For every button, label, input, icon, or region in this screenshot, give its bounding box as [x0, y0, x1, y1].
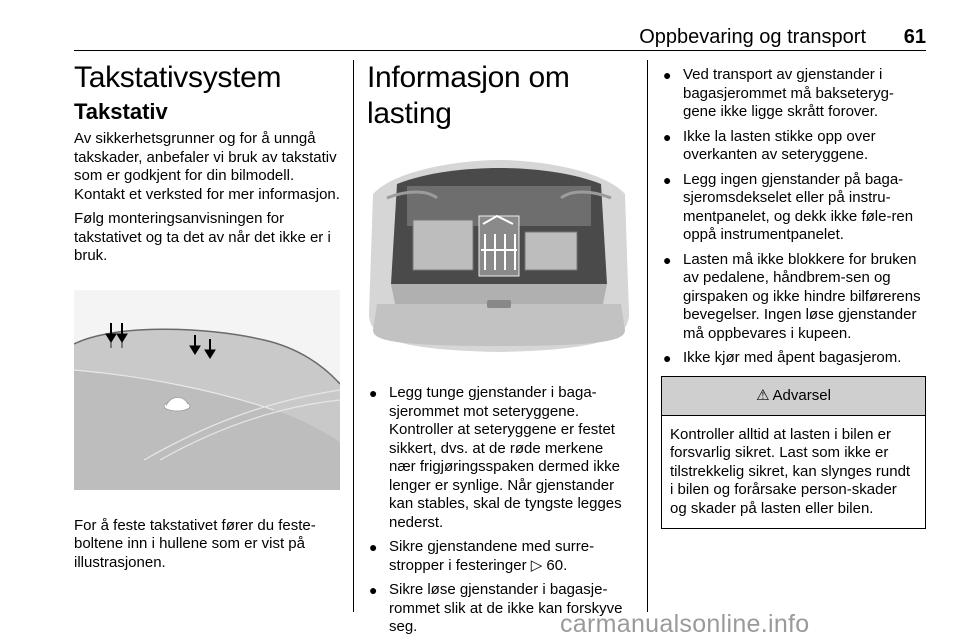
roof-illustration [74, 290, 340, 490]
subheading-roof-rack: Takstativ [74, 99, 168, 124]
bullet-icon: ● [663, 350, 672, 366]
roof-rack-mounting-drawing [74, 290, 340, 490]
watermark: carmanualsonline.info [560, 610, 810, 638]
warning-header [662, 377, 925, 416]
list-item: ● Ikke la lasten stikke opp over overkanten av seteryggene. [663, 127, 876, 163]
loading-bullets-list [367, 384, 633, 637]
header-rule [74, 50, 926, 51]
column-divider-1 [353, 60, 354, 612]
bullet-icon: ● [663, 128, 672, 145]
list-item: ● Legg tunge gjenstander i baga-sjerommet mot seteryggene. Kontroller at seteryggene er festet sikkert, dvs. at de røde merkene nær frigjøringsspaken dermed ikke lenger er synlige. Når gjenstander kan stables, skal de tyngste legges nederst. [369, 384, 622, 531]
column-divider-2 [647, 60, 648, 612]
bullet-icon: ● [369, 385, 378, 401]
page-header [74, 26, 926, 50]
section-heading-loading-info: Informasjon om lasting [367, 61, 570, 130]
warning-triangle-icon: ⚠ [756, 386, 770, 404]
section-heading-roof-rack-system: Takstativsystem [74, 61, 282, 94]
column-2 [367, 60, 633, 643]
paragraph-safety: Av sikkerhetsgrunner og for å unngå takskader, anbefaler vi bruk av takstativ som er godkjent for din bilmodell. Kontakt et verksted for mer informasjon. [74, 130, 340, 203]
list-item: ● Lasten må ikke blokkere for bruken av pedalene, håndbrem-sen og girspaken og ikke hindre bilførerens bevegelser. Ingen løse gjenstander må oppbevares i kupeen. [663, 250, 921, 342]
trunk-illustration [367, 154, 631, 366]
bullet-icon: ● [663, 67, 672, 83]
column-1 [74, 60, 340, 578]
list-item: ● Sikre løse gjenstander i bagasje-rommet slik at de ikke kan forskyve seg. [369, 581, 623, 635]
warning-title: Advarsel [772, 386, 831, 404]
list-item: ● Ikke kjør med åpent bagasjerom. [663, 349, 902, 366]
figure-caption: For å feste takstativet fører du feste-boltene inn i hullene som er vist på illustrasjonen. [74, 516, 316, 571]
list-item: ● Legg ingen gjenstander på baga-sjeromsdekselet eller på instru-mentpanelet, og dekk ikke føle-ren oppå instrumentpanelet. [663, 170, 914, 243]
warning-box [661, 376, 926, 530]
warning-text: Kontroller alltid at lasten i bilen er forsvarlig sikret. Last som ikke er tilstrekkelig sikret, kan slynges rundt i bilen og forårsake person-skader og skader på lasten eller bilen. [670, 425, 911, 517]
bullet-icon: ● [369, 582, 378, 598]
bullet-icon: ● [369, 539, 378, 555]
bullet-icon: ● [663, 171, 672, 188]
page-number: 61 [903, 26, 926, 48]
list-item: ● Sikre gjenstandene med surre-stropper i festeringer ▷ 60. [369, 538, 595, 574]
paragraph-instructions: Følg monteringsanvisningen for takstativet og ta det av når det ikke er i bruk. [74, 210, 331, 264]
list-item: ● Ved transport av gjenstander i bagasjerommet må bakseteryg-gene ikke ligge skrått forover. [663, 66, 894, 120]
car-trunk-drawing [367, 154, 631, 366]
loading-bullets-list-cont [661, 66, 926, 368]
header-title: Oppbevaring og transport [639, 26, 866, 48]
bullet-icon: ● [663, 251, 672, 268]
column-3 [661, 66, 926, 529]
